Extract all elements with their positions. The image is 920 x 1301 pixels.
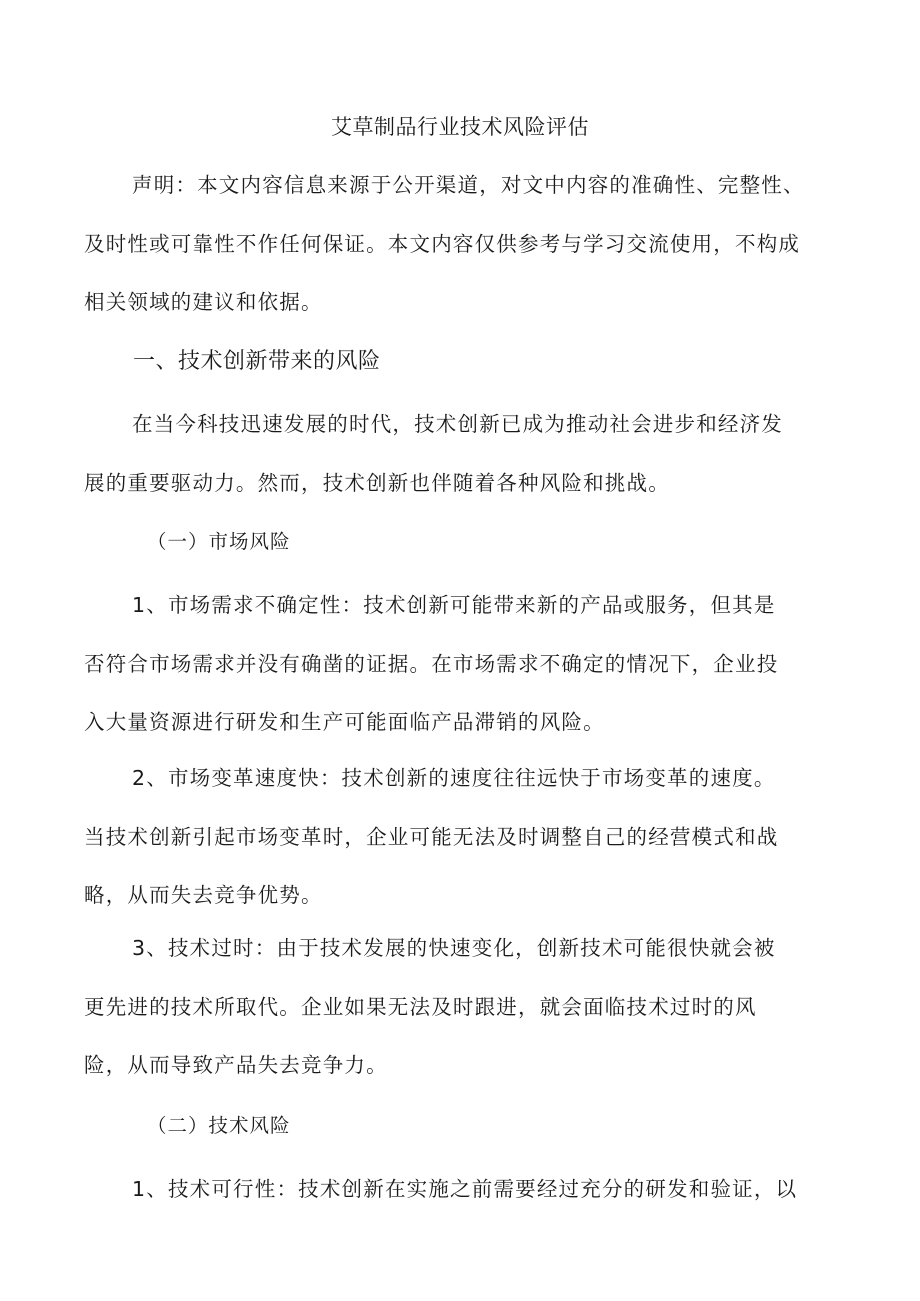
disclaimer-paragraph — [84, 156, 854, 332]
subsection-heading: （二）技术风险 — [147, 1114, 291, 1137]
paragraph-line: 更先进的技术所取代。企业如果无法及时跟进，就会面临技术过时的风 — [84, 994, 757, 1019]
list-item — [84, 919, 854, 1095]
item-text: 、市场变革速度快：技术创新的速度往往远快于市场变革的速度。 — [146, 766, 776, 790]
list-item — [84, 576, 854, 752]
item-number: 3 — [132, 936, 147, 960]
item-text: 、技术过时：由于技术发展的快速变化，创新技术可能很快就会被 — [146, 936, 776, 960]
section-intro-paragraph — [84, 395, 854, 512]
paragraph-line — [84, 749, 854, 808]
disclaimer-line: 声明：本文内容信息来源于公开渠道，对文中内容的准确性、完整性、 — [132, 173, 805, 197]
item-number: 1 — [132, 593, 147, 617]
paragraph-line: 否符合市场需求并没有确凿的证据。在市场需求不确定的情况下，企业投 — [84, 651, 779, 676]
paragraph-line: 当技术创新引起市场变革时，企业可能无法及时调整自己的经营模式和战 — [84, 824, 779, 849]
subsection-heading: （一）市场风险 — [147, 530, 291, 553]
list-item — [84, 749, 854, 925]
item-text: 、技术可行性：技术创新在实施之前需要经过充分的研发和验证，以 — [146, 1177, 798, 1201]
paragraph-line — [84, 576, 854, 635]
item-number: 1 — [132, 1177, 147, 1201]
disclaimer-line: 相关领域的建议和依据。 — [84, 290, 323, 314]
item-text: 、市场需求不确定性：技术创新可能带来新的产品或服务，但其是 — [146, 593, 776, 617]
document-title: 艾草制品行业技术风险评估 — [331, 115, 589, 139]
paragraph-line: 展的重要驱动力。然而，技术创新也伴随着各种风险和挑战。 — [84, 470, 670, 495]
paragraph-line — [84, 919, 854, 978]
section-heading: 一、技术创新带来的风险 — [133, 349, 381, 374]
paragraph-line: 入大量资源进行研发和生产可能面临产品滞销的风险。 — [84, 710, 605, 734]
paragraph-line: 略，从而失去竞争优势。 — [84, 883, 323, 907]
paragraph-line: 在当今科技迅速发展的时代，技术创新已成为推动社会进步和经济发 — [132, 412, 783, 436]
paragraph-line — [84, 1160, 854, 1219]
paragraph-line: 险，从而导致产品失去竞争力。 — [84, 1053, 388, 1077]
list-item — [84, 1160, 854, 1219]
disclaimer-line: 及时性或可靠性不作任何保证。本文内容仅供参考与学习交流使用，不构成 — [84, 231, 801, 256]
item-number: 2 — [132, 766, 147, 790]
